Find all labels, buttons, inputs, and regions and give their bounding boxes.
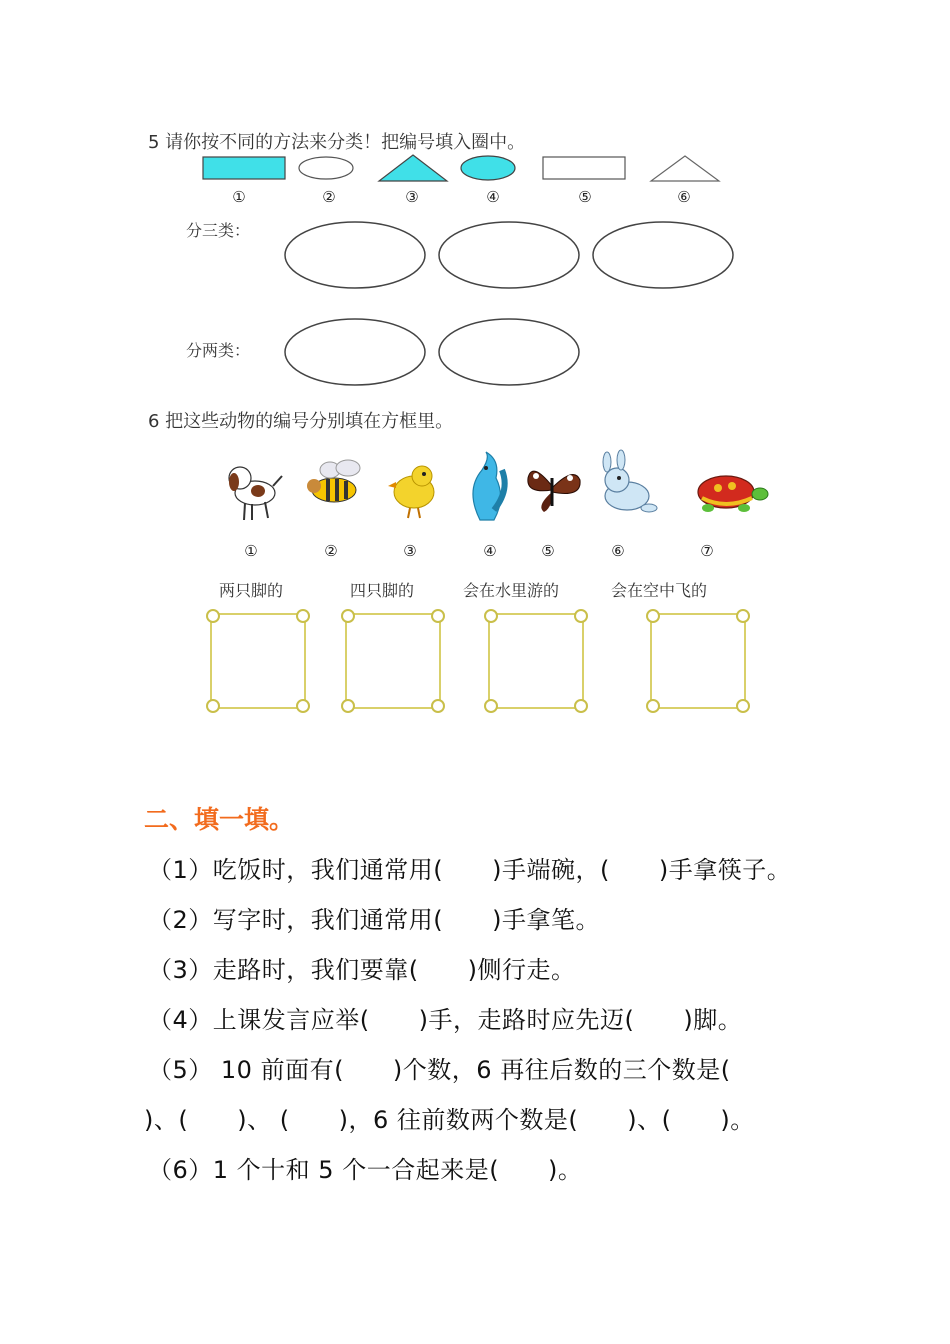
dog-icon [229, 467, 282, 520]
box-label-fly: 会在空中飞的 [611, 581, 708, 600]
fill-line-2: （2）写字时，我们通常用( )手拿笔。 [148, 906, 600, 934]
animals-row [210, 448, 780, 528]
shape-number-5: ⑤ [578, 188, 592, 206]
shape-outline-rectangle [543, 157, 625, 179]
shape-number-2: ② [322, 188, 336, 206]
box-label-two-legs: 两只脚的 [219, 581, 284, 600]
answer-box-four-legs[interactable] [345, 613, 441, 709]
fill-line-5-continued: )、( )、 ( )，6 往前数两个数是( )、( )。 [144, 1106, 755, 1134]
answer-box-fly[interactable] [650, 613, 746, 709]
q5-shapes-row [195, 150, 735, 190]
animal-number-5: ⑤ [541, 542, 555, 560]
group-circle-2 [439, 222, 579, 288]
animal-number-6: ⑥ [611, 542, 625, 560]
shape-number-1: ① [232, 188, 246, 206]
box-label-swim: 会在水里游的 [463, 581, 560, 600]
shape-outline-ellipse [299, 157, 353, 179]
two-groups-label: 分两类： [186, 341, 251, 360]
turtle-icon [698, 476, 768, 512]
rabbit-icon [603, 450, 657, 512]
three-groups-label: 分三类： [186, 221, 251, 240]
animal-number-3: ③ [403, 542, 417, 560]
q5-title: 5 请你按不同的方法来分类！把编号填入圈中。 [148, 132, 526, 153]
shape-number-4: ④ [486, 188, 500, 206]
fill-line-4: （4）上课发言应举( )手，走路时应先迈( )脚。 [148, 1006, 743, 1034]
bee-icon [307, 460, 360, 502]
shape-number-6: ⑥ [677, 188, 691, 206]
group-circle-a [285, 319, 425, 385]
three-group-circles [280, 218, 740, 294]
shape-filled-triangle [379, 155, 447, 181]
fill-line-1: （1）吃饭时，我们通常用( )手端碗，( )手拿筷子。 [148, 856, 792, 884]
group-circle-b [439, 319, 579, 385]
group-circle-1 [285, 222, 425, 288]
shape-number-3: ③ [405, 188, 419, 206]
squirrel-icon [473, 452, 505, 520]
animal-number-7: ⑦ [700, 542, 714, 560]
fill-line-5: （5） 10 前面有( )个数，6 再往后数的三个数是( [148, 1056, 731, 1084]
shape-filled-ellipse [461, 156, 515, 180]
group-circle-3 [593, 222, 733, 288]
animal-number-1: ① [244, 542, 258, 560]
fill-line-6: （6）1 个十和 5 个一合起来是( )。 [148, 1156, 583, 1184]
two-group-circles [280, 315, 590, 391]
section-title-fill-in: 二、填一填。 [144, 805, 295, 834]
shape-outline-triangle [651, 156, 719, 181]
box-label-four-legs: 四只脚的 [350, 581, 415, 600]
fill-line-3: （3）走路时，我们要靠( )侧行走。 [148, 956, 576, 984]
answer-box-two-legs[interactable] [210, 613, 306, 709]
answer-box-swim[interactable] [488, 613, 584, 709]
butterfly-icon [528, 471, 580, 512]
animal-number-4: ④ [483, 542, 497, 560]
q6-title: 6 把这些动物的编号分别填在方框里。 [148, 411, 454, 432]
chick-icon [388, 466, 434, 518]
animal-number-2: ② [324, 542, 338, 560]
shape-filled-rectangle [203, 157, 285, 179]
